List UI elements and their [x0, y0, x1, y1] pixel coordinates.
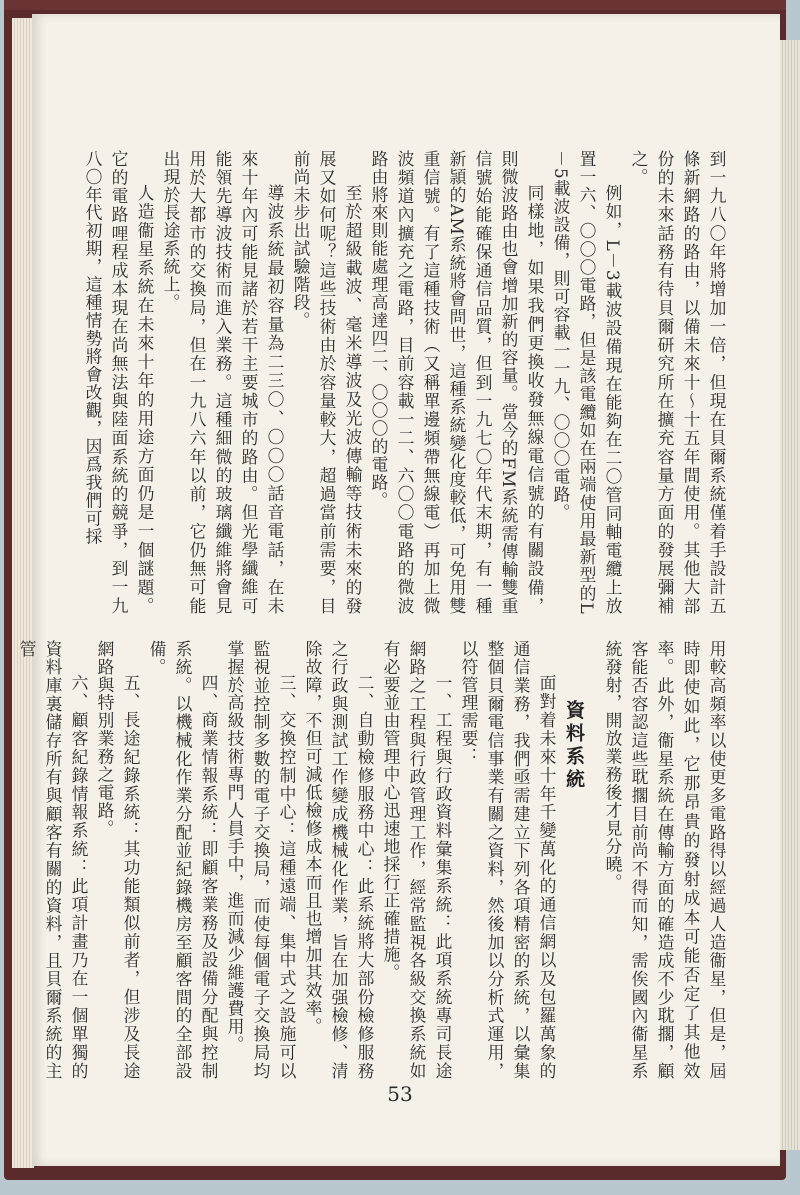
paragraph: 二、自動檢修服務中心：此系統將大部份檢修服務之行政與測試工作變成機械化作業，旨在加强檢修、清除故障，不但可減低檢修成本而且也增加其效率。 [303, 640, 375, 1080]
paragraph: 三、交換控制中心：這種遠端、集中式之設施可以監視並控制多數的電子交換局，而使每個電子交換局均掌握於高級技術專門人員手中，進而減少維護費用。 [225, 640, 297, 1080]
paragraph: 四、商業情報系統：即顧客業務及設備分配與控制系統。以機械化作業分配並紀錄機房至顧客間的全部設備。 [147, 640, 219, 1080]
paragraph: 人造衞星系統在未來十年的用途方面仍是一個謎題。它的電路哩程成本現在尚無法與陸面系統的競爭，到一九八〇年代初期，這種情勢將會改觀，因爲我們可採 [83, 150, 155, 615]
paragraph: 六、顧客紀錄情報系統：此項計畫乃在一個單獨的資料庫裏儲存所有與顧客有關的資料，且貝爾系統的主管 [17, 640, 89, 1080]
paragraph: 用較高頻率以使更多電路得以經過人造衞星，但是，屆時即使如此，它那昂貴的發射成本可能否定了其他效率。此外，衞星系統在傳輸方面的確造成不少耽擱，顧客能否容認這些耽擱目前尚不得而知，需俟國內衞星系統發射，開放業務後才見分曉。 [603, 640, 727, 1080]
paragraph: 一、工程與行政資料彙集系統：此項系統專司長途網路之工程與行政管理工作，經常監視各級交換系統如有必要並由管理中心迅速地採行正確措施。 [381, 640, 453, 1080]
paragraph: 同樣地，如果我們更換收發無線電信號的有關設備，則微波路由也會增加新的容量。當今的FM系統需傳輸雙重信號始能確保通信品質，但到一九七〇年代末期，有一種新頴的AM系統將會問世，這種系統變化度較低，可免用雙重信號。有了這種技術（又稱單邊頻帶無線電）再加上微波頻道內擴充之電路，目前容載一二、六〇〇電路的微波路由將來則能處理高達四二、〇〇〇的電路。 [369, 150, 545, 615]
paragraph: 至於超級載波、毫米導波及光波傳輸等技術未來的發展又如何呢？這些技術由於容量較大，超過當前需要，目前尚未步出試驗階段。 [291, 150, 363, 615]
book-cover-top [4, 0, 786, 10]
paragraph: 例如，L－3載波設備現在能夠在二〇管同軸電纜上放置一六、〇〇〇電路，但是該電纜如在兩端使用最新型的L－5載波設備，則可容載一一九、〇〇〇電路。 [551, 150, 623, 615]
paragraph: 導波系統最初容量為二三〇、〇〇〇話音電話，在未來十年內可能見諸於若干主要城市的路由。但光學纖維可能領先導波技術而進入業務。這種細微的玻璃纖維將會見用於大都市的交換局，但在一九八六年以前，它仍無可能出現於長途系統上。 [161, 150, 285, 615]
page-number: 53 [387, 1082, 413, 1106]
page-stack-right [780, 40, 800, 1150]
paragraph: 到一九八〇年將增加一倍，但現在貝爾系統僅着手設計五條新網路的路由，以備未來十～十五年間使用。其他大部份的未來話務有待貝爾研究所在擴充容量方面的發展彌補之。 [629, 150, 727, 615]
upper-text-block [83, 150, 730, 615]
section-heading: 資料系統 [563, 700, 585, 792]
paragraph: 面對着未來十年千變萬化的通信網以及包羅萬象的通信業務，我們亟需建立下列各項精密的系統，以彙集整個貝爾電信事業有關之資料，然後加以分析式運用，以符管理需要： [459, 640, 557, 1080]
paragraph: 五、長途紀錄系統：其功能類似前者，但涉及長途網路與特別業務之電路。 [95, 640, 141, 1080]
lower-right-text-block [590, 640, 730, 1080]
lower-text-block [17, 640, 560, 1080]
